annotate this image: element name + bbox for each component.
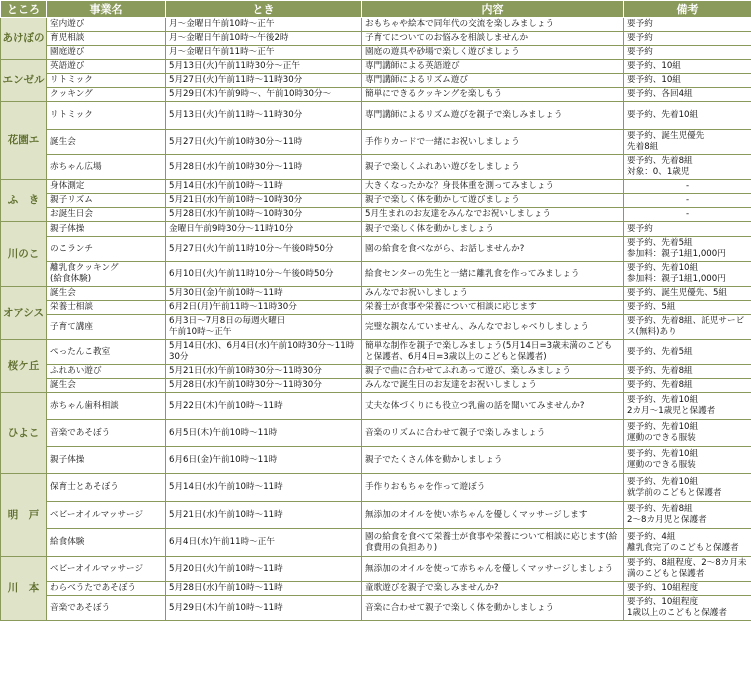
time-cell: 5月28日(水)午前10時30分～11時	[166, 155, 362, 180]
header-location: ところ	[1, 1, 47, 18]
note-cell: 要予約、10組程度 1歳以上のこどもと保護者	[624, 596, 751, 621]
time-cell: 5月29日(木)午前10時～11時	[166, 596, 362, 621]
header-row	[1, 1, 751, 18]
event-cell: 誕生会	[47, 379, 166, 393]
note-cell: 要予約、先着10組 就学前のこどもと保護者	[624, 474, 751, 502]
header-note: 備考	[624, 1, 751, 18]
event-cell: ふれあい遊び	[47, 365, 166, 379]
event-cell: 室内遊び	[47, 18, 166, 32]
event-cell: 誕生会	[47, 130, 166, 155]
event-cell: 赤ちゃん広場	[47, 155, 166, 180]
table-row	[1, 237, 751, 262]
table-row	[1, 582, 751, 596]
event-cell: リトミック	[47, 102, 166, 130]
header-event: 事業名	[47, 1, 166, 18]
note-cell: -	[624, 208, 751, 222]
content-cell: 子育てについてのお悩みを相談しませんか	[362, 32, 624, 46]
note-cell: 要予約、10組	[624, 74, 751, 88]
time-cell: 5月20日(火)午前10時～11時	[166, 557, 362, 582]
location-cell: あけぼの	[1, 18, 47, 60]
event-cell: ベビーオイルマッサージ	[47, 557, 166, 582]
table-row	[1, 60, 751, 74]
note-cell: 要予約	[624, 18, 751, 32]
time-cell: 5月14日(水)午前10時～11時	[166, 180, 362, 194]
note-cell: 要予約、先着10組 運動のできる服装	[624, 420, 751, 447]
time-cell: 5月14日(水)午前10時～11時	[166, 474, 362, 502]
content-cell: 専門講師によるリズム遊びを親子で楽しみましょう	[362, 102, 624, 130]
content-cell: 親子で楽しく体を動かしましょう	[362, 222, 624, 237]
time-cell: 6月3日～7月8日の毎週火曜日 午前10時～正午	[166, 315, 362, 340]
content-cell: 音楽に合わせて親子で楽しく体を動かしましょう	[362, 596, 624, 621]
event-cell: わらべうたであそぼう	[47, 582, 166, 596]
content-cell: 園の給食を食べて栄養士が食事や栄養について相談に応じます(給食費用の負担あり)	[362, 529, 624, 557]
event-cell: 栄養士相談	[47, 301, 166, 315]
note-cell: 要予約、先着8組 対象：0、1歳児	[624, 155, 751, 180]
content-cell: おもちゃや絵本で同年代の交流を楽しみましょう	[362, 18, 624, 32]
time-cell: 6月10日(火)午前11時10分～午後0時50分	[166, 262, 362, 287]
note-cell: 要予約、誕生児優先 先着8組	[624, 130, 751, 155]
time-cell: 5月28日(水)午前10時30分～11時30分	[166, 379, 362, 393]
note-cell: 要予約、10組	[624, 60, 751, 74]
location-cell: オアシス	[1, 287, 47, 340]
table-row	[1, 88, 751, 102]
event-cell: 育児相談	[47, 32, 166, 46]
content-cell: 完璧な親なんていません、みんなでおしゃべりしましょう	[362, 315, 624, 340]
event-cell: のこランチ	[47, 237, 166, 262]
table-row	[1, 46, 751, 60]
note-cell: -	[624, 194, 751, 208]
table-row	[1, 301, 751, 315]
note-cell: 要予約、先着5組 参加料：親子1組1,000円	[624, 237, 751, 262]
event-cell: ベビーオイルマッサージ	[47, 502, 166, 529]
content-cell: 簡単な制作を親子で楽しみましょう(5月14日=3歳未満のこどもと保護者、6月4日=3歳以上のこどもと保護者)	[362, 340, 624, 365]
table-row	[1, 340, 751, 365]
time-cell: 月～金曜日午前10時～正午	[166, 18, 362, 32]
table-row	[1, 502, 751, 529]
note-cell: 要予約、先着8組 2～8カ月児と保護者	[624, 502, 751, 529]
time-cell: 5月14日(水)、6月4日(水)午前10時30分～11時30分	[166, 340, 362, 365]
time-cell: 5月28日(水)午前10時～10時30分	[166, 208, 362, 222]
event-cell: 誕生会	[47, 287, 166, 301]
table-row	[1, 180, 751, 194]
note-cell: 要予約、10組程度	[624, 582, 751, 596]
note-cell: 要予約、5組	[624, 301, 751, 315]
table-row	[1, 222, 751, 237]
location-cell: ふ き	[1, 180, 47, 222]
note-cell: 要予約、先着10組 運動のできる服装	[624, 447, 751, 474]
content-cell: 音楽のリズムに合わせて親子で楽しみましょう	[362, 420, 624, 447]
event-cell: 離乳食クッキング (給食体験)	[47, 262, 166, 287]
event-cell: 英語遊び	[47, 60, 166, 74]
event-cell: 音楽であそぼう	[47, 420, 166, 447]
location-cell: エンゼル	[1, 60, 47, 102]
event-cell: 給食体験	[47, 529, 166, 557]
time-cell: 6月2日(月)午前11時～11時30分	[166, 301, 362, 315]
note-cell: 要予約、先着8組、託児サービス(無料)あり	[624, 315, 751, 340]
event-cell: 赤ちゃん歯科相談	[47, 393, 166, 420]
note-cell: 要予約、先着10組	[624, 102, 751, 130]
note-cell: 要予約	[624, 46, 751, 60]
time-cell: 5月27日(火)午前11時～11時30分	[166, 74, 362, 88]
event-cell: 親子体操	[47, 222, 166, 237]
content-cell: 園庭の遊具や砂場で楽しく遊びましょう	[362, 46, 624, 60]
location-cell: 川 本	[1, 557, 47, 621]
note-cell: 要予約、誕生児優先、5組	[624, 287, 751, 301]
content-cell: 大きくなったかな？身長体重を測ってみましょう	[362, 180, 624, 194]
content-cell: みんなで誕生日のお友達をお祝いしましょう	[362, 379, 624, 393]
table-row	[1, 32, 751, 46]
table-row	[1, 102, 751, 130]
table-row	[1, 155, 751, 180]
event-cell: 園庭遊び	[47, 46, 166, 60]
content-cell: 無添加のオイルを使い赤ちゃんを優しくマッサージします	[362, 502, 624, 529]
event-cell: 子育て講座	[47, 315, 166, 340]
note-cell: 要予約、先着5組	[624, 340, 751, 365]
event-cell: お誕生日会	[47, 208, 166, 222]
event-cell: 身体測定	[47, 180, 166, 194]
table-row	[1, 365, 751, 379]
time-cell: 月～金曜日午前11時～正午	[166, 46, 362, 60]
table-row	[1, 194, 751, 208]
note-cell: 要予約、各回4組	[624, 88, 751, 102]
content-cell: 栄養士が食事や栄養について相談に応じます	[362, 301, 624, 315]
time-cell: 5月27日(火)午前11時10分～午後0時50分	[166, 237, 362, 262]
time-cell: 6月6日(金)午前10時～11時	[166, 447, 362, 474]
table-row	[1, 287, 751, 301]
table-row	[1, 420, 751, 447]
time-cell: 金曜日午前9時30分～11時10分	[166, 222, 362, 237]
table-row	[1, 130, 751, 155]
location-cell: 花園エ	[1, 102, 47, 180]
location-cell: ひよこ	[1, 393, 47, 474]
location-cell: 明 戸	[1, 474, 47, 557]
time-cell: 6月5日(木)午前10時～11時	[166, 420, 362, 447]
header-content: 内容	[362, 1, 624, 18]
time-cell: 5月21日(水)午前10時～10時30分	[166, 194, 362, 208]
note-cell: 要予約、4組 離乳食完了のこどもと保護者	[624, 529, 751, 557]
time-cell: 5月13日(火)午前11時30分～正午	[166, 60, 362, 74]
time-cell: 5月28日(水)午前10時～11時	[166, 582, 362, 596]
note-cell: 要予約、先着8組	[624, 379, 751, 393]
content-cell: 童歌遊びを親子で楽しみませんか?	[362, 582, 624, 596]
table-row	[1, 74, 751, 88]
content-cell: 手作りカードで一緒にお祝いしましょう	[362, 130, 624, 155]
table-row	[1, 393, 751, 420]
content-cell: 親子で曲に合わせてふれあって遊び、楽しみましょう	[362, 365, 624, 379]
table-row	[1, 208, 751, 222]
time-cell: 5月27日(火)午前10時30分～11時	[166, 130, 362, 155]
content-cell: 親子で楽しく体を動かして遊びましょう	[362, 194, 624, 208]
time-cell: 月～金曜日午前10時～午後2時	[166, 32, 362, 46]
time-cell: 5月30日(金)午前10時～11時	[166, 287, 362, 301]
table-row	[1, 447, 751, 474]
content-cell: 5月生まれのお友達をみんなでお祝いしましょう	[362, 208, 624, 222]
note-cell: 要予約	[624, 222, 751, 237]
note-cell: 要予約	[624, 32, 751, 46]
event-cell: クッキング	[47, 88, 166, 102]
header-time: とき	[166, 1, 362, 18]
table-row	[1, 379, 751, 393]
table-row	[1, 529, 751, 557]
content-cell: 親子でたくさん体を動かしましょう	[362, 447, 624, 474]
event-cell: 親子リズム	[47, 194, 166, 208]
content-cell: みんなでお祝いしましょう	[362, 287, 624, 301]
time-cell: 6月4日(水)午前11時～正午	[166, 529, 362, 557]
content-cell: 園の給食を食べながら、お話しませんか?	[362, 237, 624, 262]
table-row	[1, 557, 751, 582]
content-cell: 丈夫な体づくりにも役立つ乳歯の話を聞いてみませんか?	[362, 393, 624, 420]
table-row	[1, 262, 751, 287]
content-cell: 無添加のオイルを使って赤ちゃんを優しくマッサージしましょう	[362, 557, 624, 582]
table-row	[1, 474, 751, 502]
time-cell: 5月29日(木)午前9時～、午前10時30分～	[166, 88, 362, 102]
note-cell: 要予約、先着8組	[624, 365, 751, 379]
event-cell: リトミック	[47, 74, 166, 88]
note-cell: 要予約、先着10組 参加料：親子1組1,000円	[624, 262, 751, 287]
event-cell: 保育士とあそぼう	[47, 474, 166, 502]
time-cell: 5月21日(水)午前10時30分～11時30分	[166, 365, 362, 379]
content-cell: 簡単にできるクッキングを楽しもう	[362, 88, 624, 102]
time-cell: 5月21日(水)午前10時～11時	[166, 502, 362, 529]
note-cell: 要予約、8組程度、2～8カ月未満のこどもと保護者	[624, 557, 751, 582]
content-cell: 専門講師によるリズム遊び	[362, 74, 624, 88]
note-cell: 要予約、先着10組 2カ月～1歳児と保護者	[624, 393, 751, 420]
table-row	[1, 315, 751, 340]
content-cell: 親子で楽しくふれあい遊びをしましょう	[362, 155, 624, 180]
location-cell: 川のこ	[1, 222, 47, 287]
time-cell: 5月13日(火)午前11時～11時30分	[166, 102, 362, 130]
location-cell: 桜ケ丘	[1, 340, 47, 393]
event-cell: ぺったんこ教室	[47, 340, 166, 365]
note-cell: -	[624, 180, 751, 194]
table-row	[1, 596, 751, 621]
time-cell: 5月22日(木)午前10時～11時	[166, 393, 362, 420]
table-row	[1, 18, 751, 32]
content-cell: 手作りおもちゃを作って遊ぼう	[362, 474, 624, 502]
content-cell: 給食センターの先生と一緒に離乳食を作ってみましょう	[362, 262, 624, 287]
event-cell: 親子体操	[47, 447, 166, 474]
schedule-body	[1, 18, 751, 621]
event-cell: 音楽であそぼう	[47, 596, 166, 621]
content-cell: 専門講師による英語遊び	[362, 60, 624, 74]
